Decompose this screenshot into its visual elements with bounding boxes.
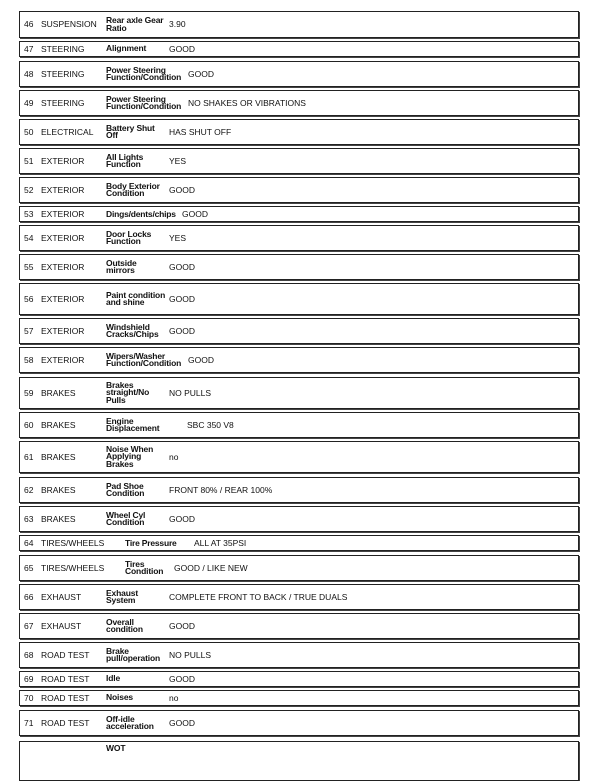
- row-value: NO SHAKES OR VIBRATIONS: [188, 97, 306, 108]
- row-number: 70: [24, 692, 34, 703]
- row-item: Noise When Applying Brakes: [106, 444, 154, 469]
- row-value: GOOD: [169, 184, 195, 195]
- row-number: 51: [24, 155, 34, 166]
- row-item: Brakes straight/No Pulls: [106, 380, 150, 405]
- row-category: SUSPENSION: [41, 19, 97, 30]
- row-item: Engine Displacement: [106, 415, 160, 433]
- row-number: 67: [24, 620, 34, 631]
- row-number: 71: [24, 717, 34, 728]
- table-row: [19, 613, 579, 639]
- table-row: [19, 710, 579, 736]
- row-item: Brake pull/operation: [106, 645, 161, 663]
- table-row: [19, 61, 579, 87]
- row-category: EXTERIOR: [41, 184, 85, 195]
- table-row: [19, 642, 579, 668]
- row-value: GOOD: [169, 673, 195, 684]
- row-category: EXTERIOR: [41, 232, 85, 243]
- row-item: Dings/dents/chips: [106, 208, 176, 219]
- row-number: 59: [24, 387, 34, 398]
- table-row: [19, 177, 579, 203]
- row-category: EXHAUST: [41, 591, 82, 602]
- row-value: GOOD / LIKE NEW: [174, 562, 248, 573]
- row-number: 66: [24, 591, 34, 602]
- row-value: GOOD: [188, 354, 214, 365]
- row-item: Tires Condition: [125, 558, 164, 576]
- row-category: ROAD TEST: [41, 717, 90, 728]
- row-item: All Lights Function: [106, 151, 144, 169]
- row-value: SBC 350 V8: [187, 419, 234, 430]
- row-category: BRAKES: [41, 513, 76, 524]
- row-value: GOOD: [169, 261, 195, 272]
- row-value: GOOD: [169, 513, 195, 524]
- row-category: TIRES/WHEELS: [41, 537, 105, 548]
- table-row: [19, 119, 579, 145]
- table-row: [19, 741, 579, 781]
- row-value: NO PULLS: [169, 387, 212, 398]
- row-number: 60: [24, 419, 34, 430]
- row-number: 47: [24, 43, 34, 54]
- table-row: [19, 477, 579, 503]
- row-number: 54: [24, 232, 34, 243]
- row-number: 63: [24, 513, 34, 524]
- row-item: Windshield Cracks/Chips: [106, 321, 159, 339]
- row-category: BRAKES: [41, 484, 76, 495]
- table-row: [19, 148, 579, 174]
- table-row: [19, 90, 579, 116]
- row-item: Pad Shoe Condition: [106, 480, 145, 498]
- table-row: [19, 555, 579, 581]
- row-value: no: [169, 451, 179, 462]
- table-row: [19, 671, 579, 687]
- table-row: [19, 377, 579, 409]
- table-row: [19, 347, 579, 373]
- row-value: GOOD: [169, 325, 195, 336]
- row-value: YES: [169, 155, 187, 166]
- row-value: COMPLETE FRONT TO BACK / TRUE DUALS: [169, 591, 348, 602]
- row-item: Rear axle Gear Ratio: [106, 15, 164, 33]
- table-row: [19, 535, 579, 551]
- row-category: EXTERIOR: [41, 155, 85, 166]
- row-value: YES: [169, 232, 187, 243]
- row-number: 46: [24, 19, 34, 30]
- row-number: 62: [24, 484, 34, 495]
- row-item: Off-idle acceleration: [106, 713, 154, 731]
- row-value: 3.90: [169, 19, 186, 30]
- row-category: ROAD TEST: [41, 649, 90, 660]
- row-category: EXHAUST: [41, 620, 82, 631]
- row-item: Body Exterior Condition: [106, 180, 160, 198]
- table-row: [19, 441, 579, 473]
- row-category: EXTERIOR: [41, 208, 85, 219]
- row-category: STEERING: [41, 97, 85, 108]
- row-number: 48: [24, 68, 34, 79]
- row-item: Battery Shut Off: [106, 122, 155, 140]
- row-value: ALL AT 35PSI: [194, 537, 247, 548]
- table-row: [19, 254, 579, 280]
- row-category: EXTERIOR: [41, 261, 85, 272]
- row-category: EXTERIOR: [41, 293, 85, 304]
- row-number: 61: [24, 451, 34, 462]
- row-category: EXTERIOR: [41, 354, 85, 365]
- row-item: Wipers/Washer Function/Condition: [106, 350, 182, 368]
- row-category: ROAD TEST: [41, 692, 90, 703]
- row-item: WOT: [106, 743, 126, 753]
- row-item: Overall condition: [106, 616, 143, 634]
- row-value: HAS SHUT OFF: [169, 126, 232, 137]
- row-number: 58: [24, 354, 34, 365]
- row-value: GOOD: [169, 620, 195, 631]
- row-value: FRONT 80% / REAR 100%: [169, 484, 273, 495]
- row-item: Alignment: [106, 43, 147, 54]
- table-row: [19, 690, 579, 706]
- table-row: [19, 225, 579, 251]
- row-category: ELECTRICAL: [41, 126, 94, 137]
- row-category: BRAKES: [41, 451, 76, 462]
- table-row: [19, 283, 579, 315]
- table-row: [19, 41, 579, 57]
- row-category: EXTERIOR: [41, 325, 85, 336]
- row-category: [41, 742, 109, 780]
- table-row: [19, 206, 579, 222]
- row-number: 53: [24, 208, 34, 219]
- row-category: BRAKES: [41, 387, 76, 398]
- row-number: 50: [24, 126, 34, 137]
- row-item: Tire Pressure: [125, 537, 177, 548]
- row-value: NO PULLS: [169, 649, 212, 660]
- row-number: [24, 742, 40, 780]
- row-item: Exhaust System: [106, 587, 139, 605]
- row-item: Door Locks Function: [106, 228, 152, 246]
- row-item: Power Steering Function/Condition: [106, 93, 182, 111]
- row-value: GOOD: [169, 43, 195, 54]
- row-category: TIRES/WHEELS: [41, 562, 105, 573]
- row-number: 69: [24, 673, 34, 684]
- row-value: GOOD: [182, 208, 208, 219]
- row-number: 57: [24, 325, 34, 336]
- row-number: 56: [24, 293, 34, 304]
- row-value: GOOD: [169, 717, 195, 728]
- table-row: [19, 584, 579, 610]
- row-category: STEERING: [41, 43, 85, 54]
- row-item: Power Steering Function/Condition: [106, 64, 182, 82]
- row-category: BRAKES: [41, 419, 76, 430]
- row-number: 52: [24, 184, 34, 195]
- row-value: [169, 742, 569, 780]
- row-number: 49: [24, 97, 34, 108]
- row-item: Idle: [106, 673, 121, 684]
- row-value: GOOD: [188, 68, 214, 79]
- row-number: 55: [24, 261, 34, 272]
- row-number: 68: [24, 649, 34, 660]
- row-item: Noises: [106, 692, 133, 703]
- row-item: Outside mirrors: [106, 257, 137, 275]
- row-number: 65: [24, 562, 34, 573]
- table-row: [19, 318, 579, 344]
- table-row: [19, 506, 579, 532]
- row-category: ROAD TEST: [41, 673, 90, 684]
- table-row: [19, 11, 579, 38]
- row-category: STEERING: [41, 68, 85, 79]
- row-item: Wheel Cyl Condition: [106, 509, 146, 527]
- row-value: GOOD: [169, 293, 195, 304]
- row-value: no: [169, 692, 179, 703]
- row-item: Paint condition and shine: [106, 289, 166, 307]
- table-row: [19, 412, 579, 438]
- row-number: 64: [24, 537, 34, 548]
